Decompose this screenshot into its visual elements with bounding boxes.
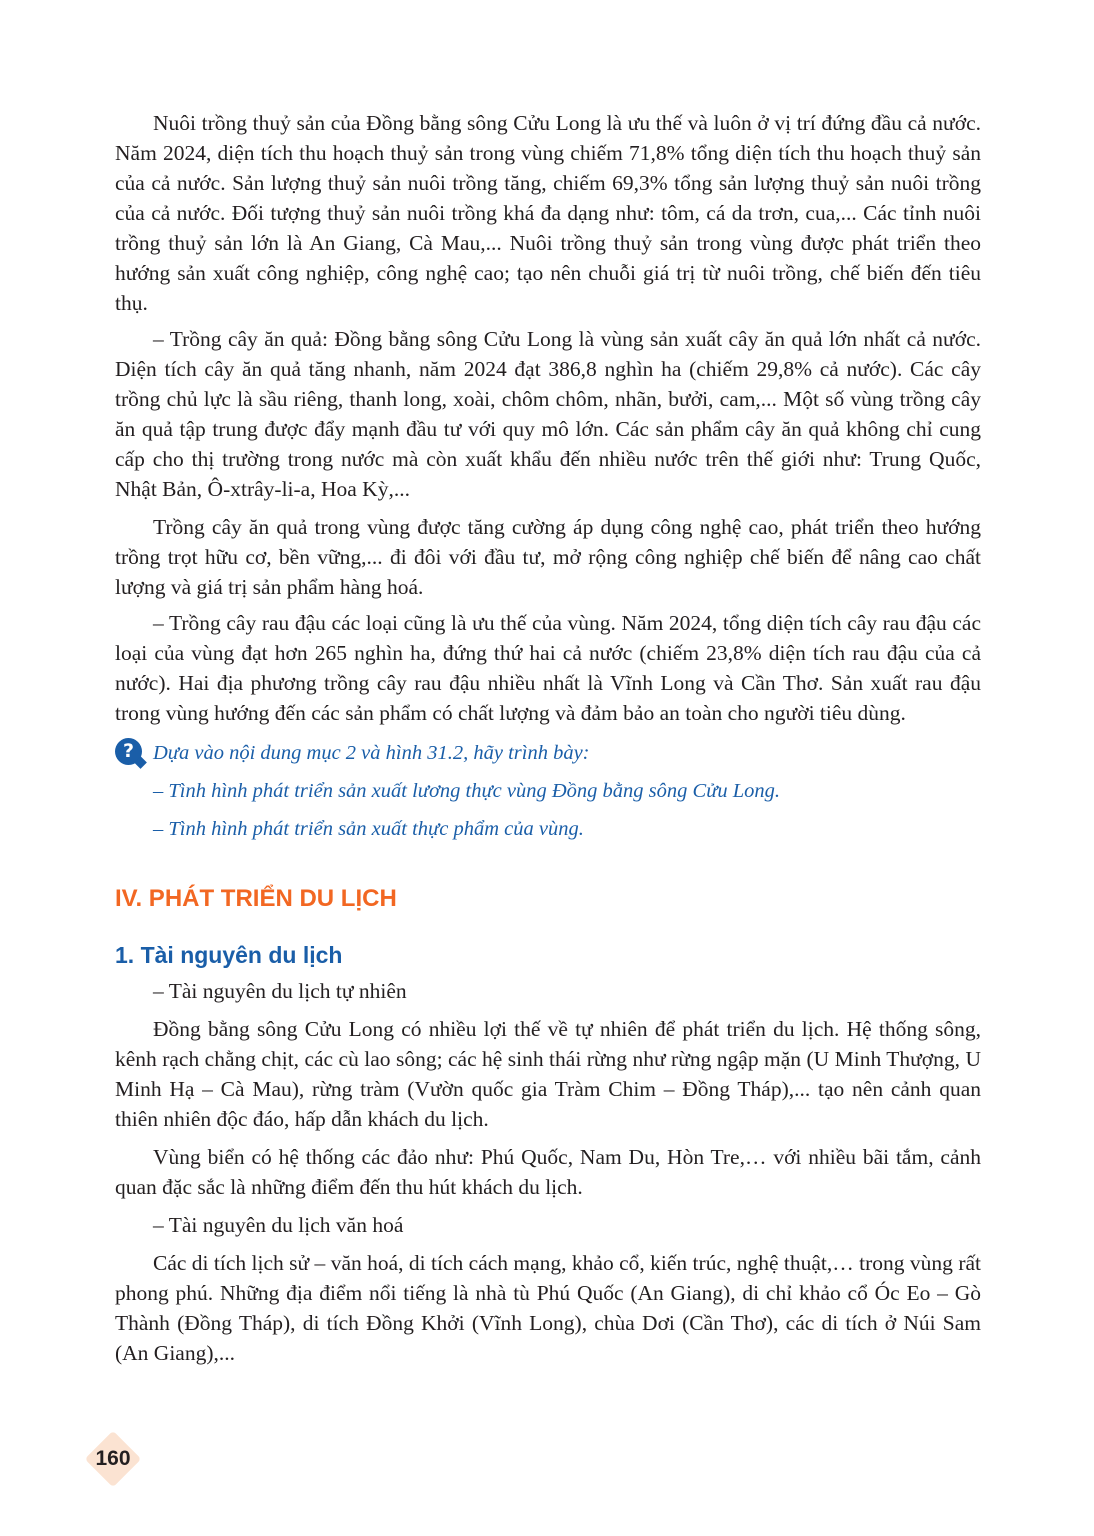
paragraph-islands: Vùng biển có hệ thống các đảo như: Phú Quốc, Nam Du, Hòn Tre,… với nhiều bãi tắm, cảnh quan đặc sắc là những điểm đến thu hút khách du lịch. — [115, 1145, 981, 1199]
question-line: – Tình hình phát triển sản xuất lương thực vùng Đồng bằng sông Cửu Long. — [153, 780, 781, 802]
paragraph-fruit-trees: – Trồng cây ăn quả: Đồng bằng sông Cửu Long là vùng sản xuất cây ăn quả lớn nhất cả nước. Diện tích cây ăn quả tăng nhanh, năm 2024 đạt 386,8 nghìn ha (chiếm 29,8% cả nước). Các cây trồng chủ lực là sầu riêng, thanh long, xoài, chôm chôm, nhãn, bưởi, cam,... Một số vùng trồng cây ăn quả tập trung được đẩy mạnh đầu tư với quy mô lớn. Các sản phẩm cây ăn quả không chỉ cung cấp cho thị trường trong nước mà còn xuất khẩu đến nhiều nước trên thế giới như: Trung Quốc, Nhật Bản, Ô-xtrây-li-a, Hoa Kỳ,... — [115, 327, 981, 501]
question-line: – Tình hình phát triển sản xuất thực phẩm của vùng. — [153, 818, 584, 840]
question-line: Dựa vào nội dung mục 2 và hình 31.2, hãy trình bày: — [153, 742, 590, 764]
paragraph-natural-resources: Đồng bằng sông Cửu Long có nhiều lợi thế về tự nhiên để phát triển du lịch. Hệ thống sông, kênh rạch chằng chịt, các cù lao sông; các hệ sinh thái rừng như rừng ngập mặn (U Minh Thượng, U Minh Hạ – Cà Mau), rừng tràm (Vườn quốc gia Tràm Chim – Đồng Tháp),... tạo nên cảnh quan thiên nhiên độc đáo, hấp dẫn khách du lịch. — [115, 1017, 981, 1131]
page-content — [115, 108, 981, 1368]
paragraph-aquaculture: Nuôi trồng thuỷ sản của Đồng bằng sông Cửu Long là ưu thế và luôn ở vị trí đứng đầu cả nước. Năm 2024, diện tích thu hoạch thuỷ sản trong vùng chiếm 71,8% tổng diện tích thu hoạch thuỷ sản của cả nước. Sản lượng thuỷ sản nuôi trồng tăng, chiếm 69,3% tổng sản lượng thuỷ sản nuôi trồng của cả nước. Đối tượng thuỷ sản nuôi trồng khá đa dạng như: tôm, cá da trơn, cua,... Các tỉnh nuôi trồng thuỷ sản lớn là An Giang, Cà Mau,... Nuôi trồng thuỷ sản trong vùng được phát triển theo hướng sản xuất công nghiệp, công nghệ cao; tạo nên chuỗi giá trị từ nuôi trồng, chế biến đến tiêu thụ. — [115, 111, 981, 315]
page-number: 160 — [95, 1447, 131, 1470]
section-heading: IV. PHÁT TRIỂN DU LỊCH — [115, 885, 397, 912]
subsection-heading: 1. Tài nguyên du lịch — [115, 942, 343, 968]
question-icon: ? — [115, 738, 142, 765]
paragraph-natural-resources-label: – Tài nguyên du lịch tự nhiên — [153, 979, 407, 1003]
question-box — [115, 738, 981, 844]
paragraph-fruit-tech: Trồng cây ăn quả trong vùng được tăng cường áp dụng công nghệ cao, phát triển theo hướng trồng trọt hữu cơ, bền vững,... đi đôi với đầu tư, mở rộng công nghiệp chế biến để nâng cao chất lượng và giá trị sản phẩm hàng hoá. — [115, 515, 981, 599]
page-number-badge — [84, 1430, 142, 1488]
paragraph-cultural-resources: Các di tích lịch sử – văn hoá, di tích cách mạng, khảo cổ, kiến trúc, nghệ thuật,… trong vùng rất phong phú. Những địa điểm nổi tiếng là nhà tù Phú Quốc (An Giang), di chỉ khảo cổ Óc Eo – Gò Thành (Đồng Tháp), di tích Đồng Khởi (Vĩnh Long), chùa Dơi (Cần Thơ), các di tích ở Núi Sam (An Giang),... — [115, 1251, 981, 1365]
paragraph-vegetables: – Trồng cây rau đậu các loại cũng là ưu thế của vùng. Năm 2024, tổng diện tích cây rau đậu các loại của vùng đạt hơn 265 nghìn ha, đứng thứ hai cả nước (chiếm 23,8% diện tích rau đậu của cả nước). Hai địa phương trồng cây rau đậu nhiều nhất là Vĩnh Long và Cần Thơ. Sản xuất rau đậu trong vùng hướng đến các sản phẩm có chất lượng và đảm bảo an toàn cho người tiêu dùng. — [115, 611, 981, 725]
paragraph-cultural-resources-label: – Tài nguyên du lịch văn hoá — [153, 1213, 404, 1237]
